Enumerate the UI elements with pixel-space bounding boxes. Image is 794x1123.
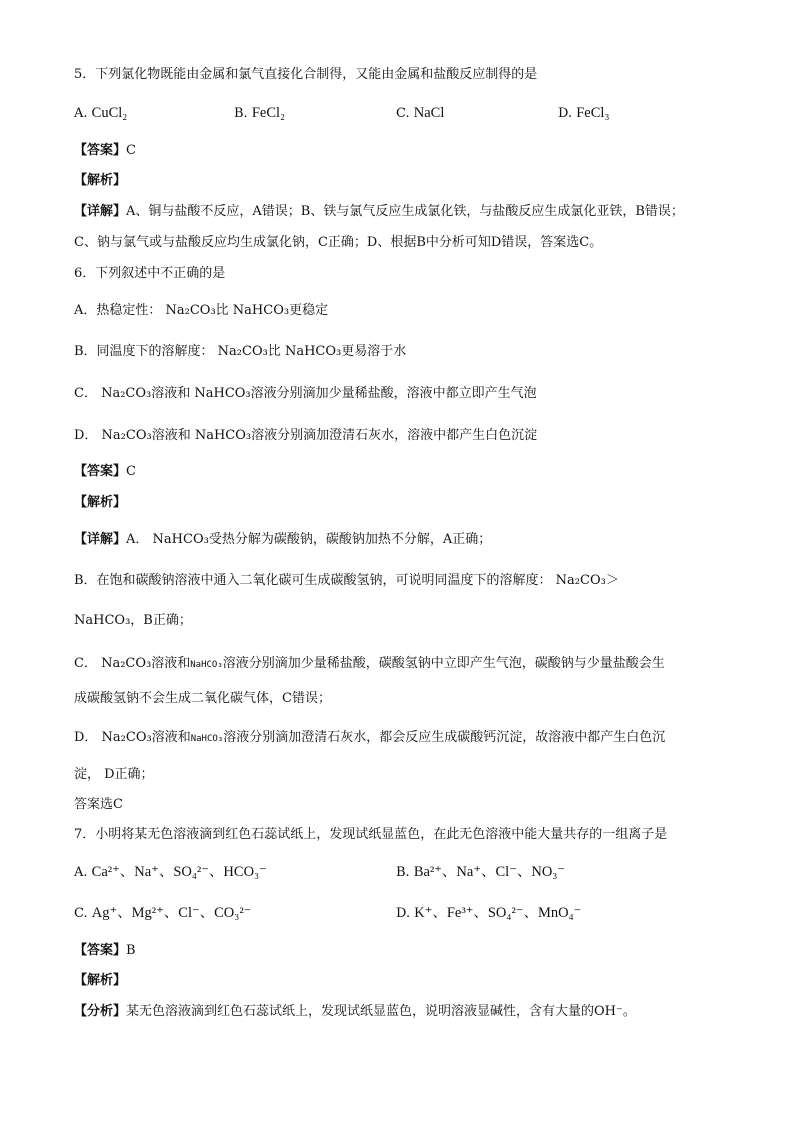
q6-detail-c-line-1: C． Na₂CO₃溶液和NaHCO₃溶液分别滴加少量稀盐酸，碳酸氢钠中立即产生气泡，碳酸钠与少量盐酸会生 — [74, 656, 665, 671]
q7-options-row-2 — [74, 904, 734, 924]
q6-analysis-heading: 【解析】 — [74, 495, 127, 510]
q5-options — [74, 104, 734, 124]
q7-analysis-heading: 【解析】 — [74, 973, 127, 988]
q5-option-d: D. FeCl₃ — [558, 105, 610, 121]
q5-option-c: C. NaCl — [396, 105, 445, 121]
q7-options-row-1 — [74, 863, 734, 883]
q5-detail-line-2: C、钠与氯气或与盐酸反应均生成氯化钠，C正确；D、根据B中分析可知D错误，答案选C。 — [74, 235, 603, 250]
q5-detail-line-1: 【详解】A、铜与盐酸不反应，A错误；B、铁与氯气反应生成氯化铁，与盐酸反应生成氯化亚铁，B错误； — [74, 204, 684, 219]
q6-stem: 6．下列叙述中不正确的是 — [74, 266, 226, 281]
q5-answer: 【答案】C — [74, 143, 136, 158]
q6-detail-b-line-1: B．在饱和碳酸钠溶液中通入二氧化碳可生成碳酸氢钠，可说明同温度下的溶解度： Na₂CO₃＞ — [74, 573, 619, 588]
q7-option-d: D. K⁺、Fe³⁺、SO₄²⁻、MnO₄⁻ — [396, 905, 582, 921]
q5-analysis-heading: 【解析】 — [74, 173, 127, 188]
q6-detail-d-line-1: D． Na₂CO₃溶液和NaHCO₃溶液分别滴加澄清石灰水，都会反应生成碳酸钙沉淀，故溶液中都产生白色沉 — [74, 730, 666, 745]
q7-option-b: B. Ba²⁺、Na⁺、Cl⁻、NO₃⁻ — [396, 864, 566, 880]
q6-detail-b-line-2: NaHCO₃，B正确； — [74, 613, 192, 628]
q6-final-answer: 答案选C — [74, 797, 123, 812]
q6-detail-a: 【详解】A． NaHCO₃受热分解为碳酸钠，碳酸钠加热不分解，A正确； — [74, 532, 492, 547]
q5-stem: 5．下列氯化物既能由金属和氯气直接化合制得，又能由金属和盐酸反应制得的是 — [74, 67, 538, 82]
q7-option-a: A. Ca²⁺、Na⁺、SO₄²⁻、HCO₃⁻ — [74, 864, 267, 880]
q6-answer: 【答案】C — [74, 464, 136, 479]
q5-option-b: B. FeCl₂ — [234, 105, 286, 121]
q7-stem: 7．小明将某无色溶液滴到红色石蕊试纸上，发现试纸显蓝色，在此无色溶液中能大量共存的一组离子是 — [74, 827, 668, 842]
q7-option-c: C. Ag⁺、Mg²⁺、Cl⁻、CO₃²⁻ — [74, 905, 252, 921]
q6-option-a: A．热稳定性： Na₂CO₃比 NaHCO₃更稳定 — [74, 303, 329, 318]
q5-option-a: A. CuCl₂ — [74, 105, 128, 121]
q7-answer: 【答案】B — [74, 943, 136, 958]
q6-option-b: B．同温度下的溶解度： Na₂CO₃比 NaHCO₃更易溶于水 — [74, 344, 407, 359]
q6-detail-c-line-2: 成碳酸氢钠不会生成二氧化碳气体，C错误； — [74, 691, 331, 706]
q7-fenxi: 【分析】某无色溶液滴到红色石蕊试纸上，发现试纸显蓝色，说明溶液显碱性，含有大量的OH⁻。 — [74, 1004, 636, 1019]
q6-option-c: C． Na₂CO₃溶液和 NaHCO₃溶液分别滴加少量稀盐酸，溶液中都立即产生气泡 — [74, 386, 537, 401]
q6-detail-d-line-2: 淀， D正确； — [74, 767, 154, 782]
q6-option-d: D． Na₂CO₃溶液和 NaHCO₃溶液分别滴加澄清石灰水，溶液中都产生白色沉淀 — [74, 428, 538, 443]
